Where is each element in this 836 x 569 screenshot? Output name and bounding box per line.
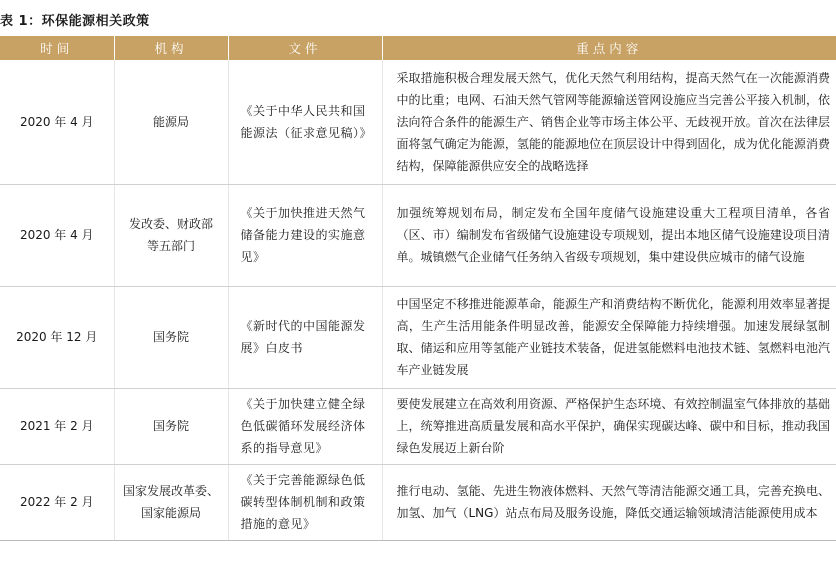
cell-time: 2020 年 4 月	[0, 184, 114, 286]
header-file: 文件	[228, 36, 382, 60]
cell-key-content: 要使发展建立在高效利用资源、严格保护生态环境、有效控制温室气体排放的基础上，统筹推进高质量发展和高水平保护，确保实现碳达峰、碳中和目标，推动我国绿色发展迈上新台阶	[382, 388, 836, 464]
cell-org: 发改委、财政部 等五部门	[114, 184, 228, 286]
cell-file: 《关于中华人民共和国能源法（征求意见稿）》	[228, 60, 382, 184]
cell-time: 2021 年 2 月	[0, 388, 114, 464]
cell-key-content: 推行电动、氢能、先进生物液体燃料、天然气等清洁能源交通工具，完善充换电、加氢、加气（LNG）站点布局及服务设施，降低交通运输领域清洁能源使用成本	[382, 464, 836, 540]
cell-file: 《关于完善能源绿色低碳转型体制机制和政策措施的意见》	[228, 464, 382, 540]
cell-time: 2020 年 12 月	[0, 286, 114, 388]
cell-time: 2022 年 2 月	[0, 464, 114, 540]
cell-time: 2020 年 4 月	[0, 60, 114, 184]
table-row	[0, 60, 836, 184]
cell-org: 国务院	[114, 388, 228, 464]
header-time: 时间	[0, 36, 114, 60]
header-org: 机构	[114, 36, 228, 60]
cell-file: 《新时代的中国能源发展》白皮书	[228, 286, 382, 388]
table-row	[0, 184, 836, 286]
table-row	[0, 286, 836, 388]
header-key-content: 重点内容	[382, 36, 836, 60]
cell-key-content: 中国坚定不移推进能源革命，能源生产和消费结构不断优化，能源利用效率显著提高，生产生活用能条件明显改善，能源安全保障能力持续增强。加速发展绿氢制取、储运和应用等氢能产业链技术装备，促进氢能燃料电池技术链、氢燃料电池汽车产业链发展	[382, 286, 836, 388]
table-row	[0, 464, 836, 540]
header-row	[0, 36, 836, 60]
cell-file: 《关于加快推进天然气储备能力建设的实施意见》	[228, 184, 382, 286]
cell-org: 国家发展改革委、 国家能源局	[114, 464, 228, 540]
cell-key-content: 加强统筹规划布局，制定发布全国年度储气设施建设重大工程项目清单，各省（区、市）编制发布省级储气设施建设专项规划，提出本地区储气设施建设项目清单。城镇燃气企业储气任务纳入省级专项规划，集中建设供应城市的储气设施	[382, 184, 836, 286]
policy-table	[0, 36, 836, 541]
cell-org: 国务院	[114, 286, 228, 388]
cell-org: 能源局	[114, 60, 228, 184]
table-title: 表 1：环保能源相关政策	[0, 14, 150, 29]
cell-file: 《关于加快建立健全绿色低碳循环发展经济体系的指导意见》	[228, 388, 382, 464]
cell-key-content: 采取措施积极合理发展天然气，优化天然气利用结构，提高天然气在一次能源消费中的比重；电网、石油天然气管网等能源输送管网设施应当完善公平接入机制，依法向符合条件的能源生产、销售企业等市场主体公平、无歧视开放。首次在法律层面将氢气确定为能源，氢能的能源地位在顶层设计中得到固化，成为优化能源消费结构，保障能源供应安全的战略选择	[382, 60, 836, 184]
table-row	[0, 388, 836, 464]
